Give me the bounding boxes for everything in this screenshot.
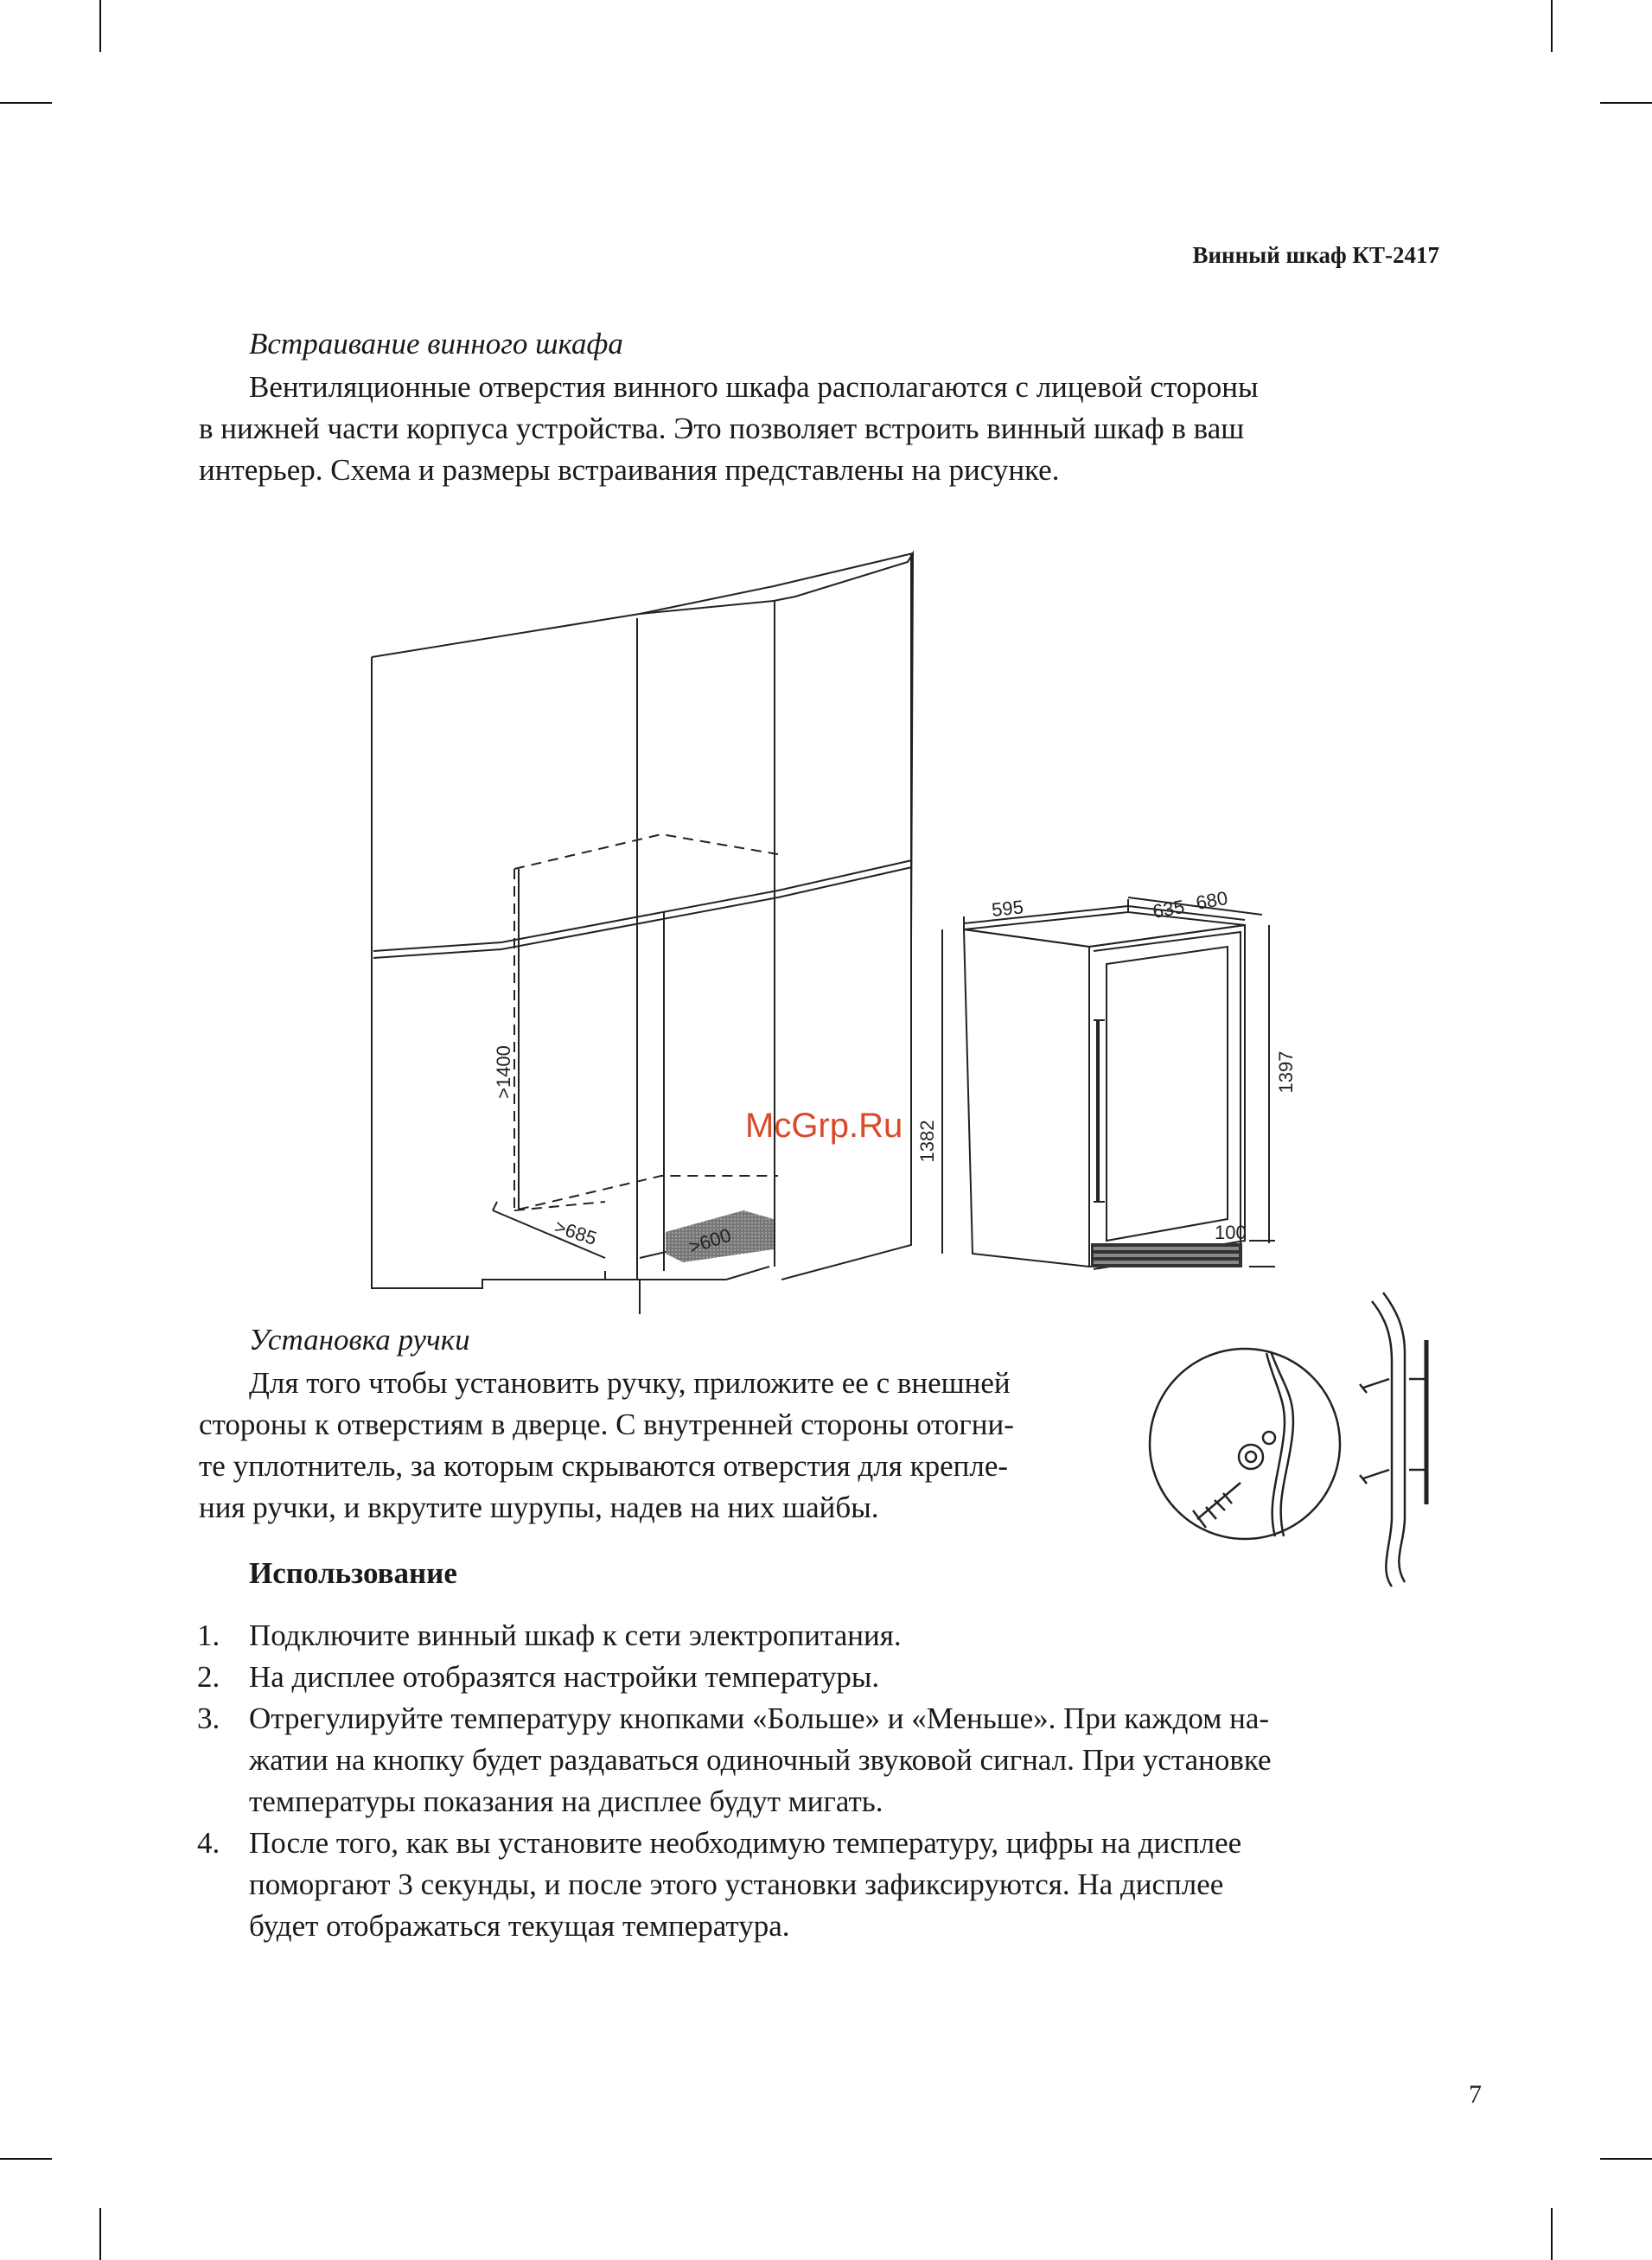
section-title-usage: Использование	[249, 1556, 457, 1590]
label-niche-height: >1400	[493, 1045, 514, 1099]
crop-mark	[1551, 0, 1553, 52]
cabinet-vent	[1091, 1243, 1242, 1267]
wall-top-back	[640, 553, 913, 614]
list-item	[197, 1615, 1414, 1657]
wall-top	[372, 553, 913, 942]
list-number: 3.	[197, 1701, 220, 1735]
crop-mark	[99, 0, 101, 52]
door-frame-inner	[1107, 947, 1228, 1241]
paragraph-line: интерьер. Схема и размеры встраивания представлены на рисунке.	[199, 453, 1060, 487]
list-line: Подключите винный шкаф к сети электропитания.	[249, 1618, 902, 1652]
screw-bottom	[1360, 1470, 1389, 1484]
label-cab-height-1397: 1397	[1275, 1050, 1297, 1094]
niche-dashed	[514, 834, 778, 1210]
paragraph-line: в нижней части корпуса устройства. Это позволяет встроить винный шкаф в ваш	[199, 412, 1245, 445]
page-number: 7	[1469, 2080, 1482, 2109]
label-niche-depth: >685	[552, 1215, 600, 1250]
paragraph-line: ния ручки, и вкрутите шурупы, надев на них шайбы.	[199, 1491, 879, 1524]
shelf-line-2	[373, 867, 912, 958]
list-item	[197, 1698, 1414, 1823]
label-niche-width: >600	[686, 1223, 734, 1258]
cabinet-front	[1089, 925, 1245, 1267]
shelf-line	[373, 860, 912, 951]
label-cab-height-1382: 1382	[916, 1120, 938, 1163]
screw-top	[1360, 1379, 1389, 1393]
list-line: температуры показания на дисплее будут мигать.	[249, 1784, 883, 1818]
paragraph-builtin	[199, 367, 1399, 491]
label-cab-bottom-100: 100	[1215, 1222, 1247, 1243]
list-line: поморгают 3 секунды, и после этого установки зафиксируются. На дисплее	[249, 1867, 1224, 1901]
crop-mark	[1600, 2158, 1652, 2160]
paragraph-line: стороны к отверстиям в дверце. С внутренней стороны отогни-	[199, 1408, 1014, 1441]
screw	[1193, 1483, 1241, 1528]
hole-ring	[1239, 1445, 1263, 1469]
list-item	[197, 1657, 1414, 1698]
label-cab-depth-635: 635	[1151, 895, 1187, 923]
watermark: McGrp.Ru	[745, 1107, 903, 1145]
floor-lines	[605, 1267, 769, 1314]
section-title-handle: Установка ручки	[249, 1323, 470, 1357]
crop-mark	[1600, 102, 1652, 104]
paragraph-handle	[199, 1363, 1124, 1529]
crop-mark	[1551, 2208, 1553, 2260]
list-number: 1.	[197, 1618, 220, 1652]
list-line: Отрегулируйте температуру кнопками «Больше» и «Меньше». При каждом на-	[249, 1701, 1270, 1735]
label-cab-depth-680: 680	[1194, 886, 1230, 914]
list-line: На дисплее отобразятся настройки температуры.	[249, 1660, 880, 1694]
paragraph-line: Вентиляционные отверстия винного шкафа располагаются с лицевой стороны	[249, 370, 1259, 404]
list-number: 4.	[197, 1826, 220, 1860]
list-item	[197, 1823, 1414, 1947]
wall-front-left	[372, 657, 605, 1288]
list-line: После того, как вы установите необходимую температуру, цифры на дисплее	[249, 1826, 1242, 1860]
crop-mark	[0, 102, 52, 104]
list-line: жатии на кнопку будет раздаваться одиночный звуковой сигнал. При установке	[249, 1743, 1272, 1777]
dim-100	[1249, 1241, 1275, 1267]
list-line: будет отображаться текущая температура.	[249, 1909, 790, 1943]
door-profile	[1383, 1293, 1405, 1582]
label-cab-width: 595	[990, 896, 1025, 921]
paragraph-line: те уплотнитель, за которым скрываются отверстия для крепле-	[199, 1449, 1009, 1483]
section-title-builtin: Встраивание винного шкафа	[249, 327, 623, 361]
niche-floor	[467, 1206, 631, 1254]
detail-circle	[1150, 1349, 1340, 1539]
door-profile-2	[1372, 1301, 1392, 1586]
hole	[1263, 1432, 1275, 1444]
builtin-diagram	[346, 536, 1305, 1331]
cabinet-side	[964, 929, 1089, 1267]
running-header: Винный шкаф КТ-2417	[1192, 242, 1439, 268]
usage-list	[197, 1615, 1414, 1947]
crop-mark	[0, 2158, 52, 2160]
door-frame-outer	[1094, 932, 1241, 1269]
crop-mark	[99, 2208, 101, 2260]
paragraph-line: Для того чтобы установить ручку, приложите ее с внешней	[249, 1366, 1011, 1400]
list-number: 2.	[197, 1660, 220, 1694]
handle-illustration	[1145, 1284, 1465, 1595]
wall-divider-3	[781, 553, 911, 1280]
